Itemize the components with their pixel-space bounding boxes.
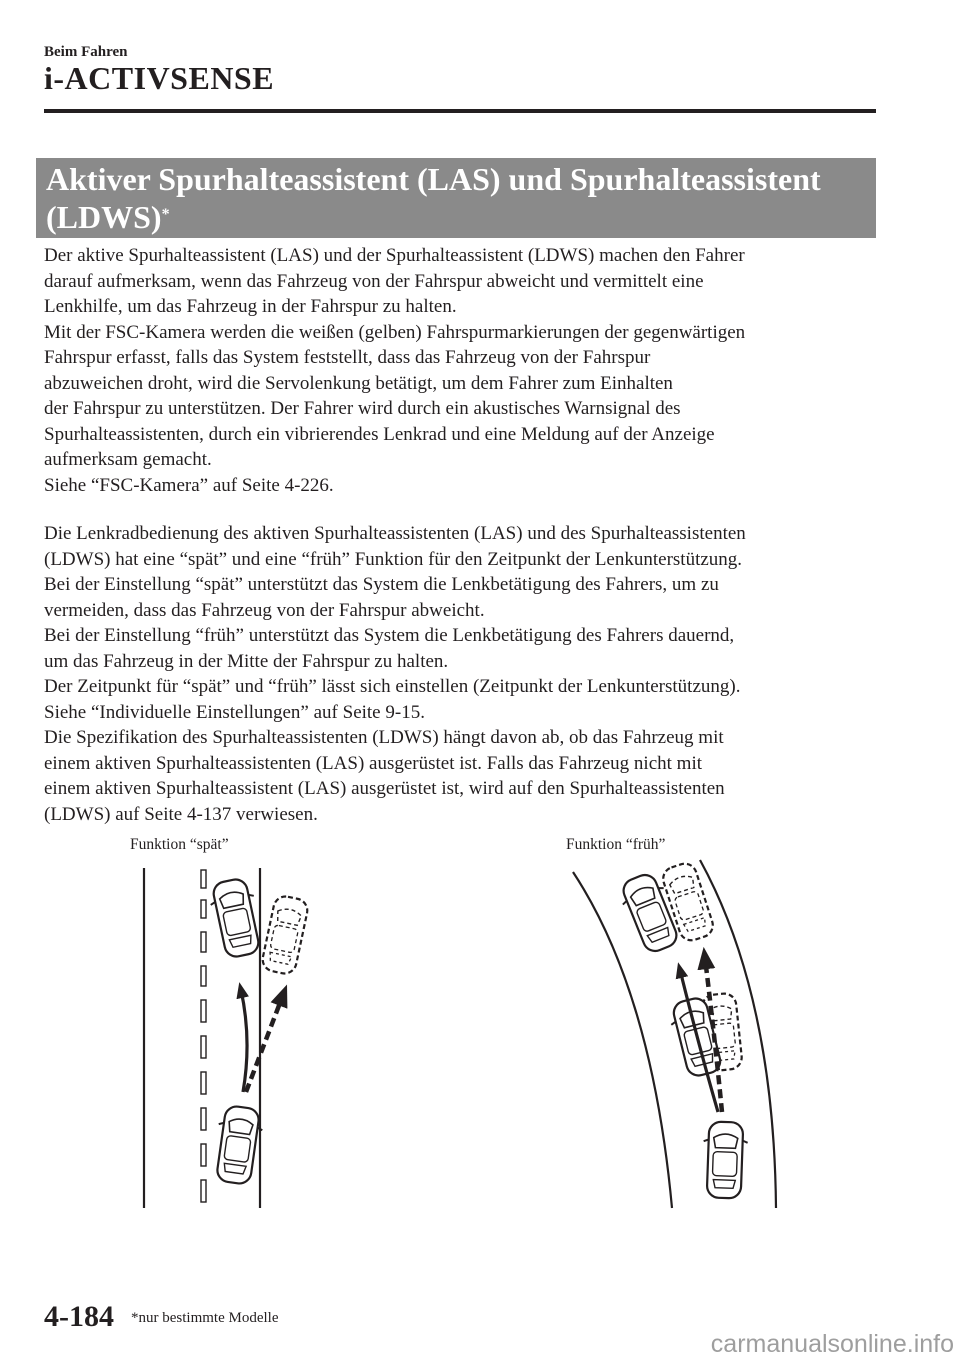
corrected-car — [207, 876, 266, 959]
text-line: Siehe “FSC-Kamera” auf Seite 4-226. — [44, 474, 334, 496]
footnote: *nur bestimmte Modelle — [131, 1310, 279, 1326]
text-line: Lenkhilfe, um das Fahrzeug in der Fahrspur zu halten. — [44, 296, 457, 317]
text-line: Bei der Einstellung “früh” unterstützt das System die Lenkbetätigung des Fahrers dauernd, — [44, 625, 735, 646]
text-line: der Fahrspur zu unterstützen. Der Fahrer wird durch ein akustisches Warnsignal des — [44, 398, 681, 419]
text-line: Die Lenkradbedienung des aktiven Spurhalteassistenten (LAS) und des Spurhalteassistenten — [44, 523, 746, 544]
chapter-title: i-ACTIVSENSE — [44, 60, 275, 96]
text-line: einem aktiven Spurhalteassistent (LAS) ausgerüstet ist, wird auf den Spurhalteassistenten — [44, 778, 725, 799]
optional-marker: * — [161, 206, 170, 223]
text-line: Der Zeitpunkt für “spät” und “früh” lässt sich einstellen (Zeitpunkt der Lenkunterstützung). — [44, 676, 741, 697]
text-line: einem aktiven Spurhalteassistenten (LAS) ausgerüstet ist. Falls das Fahrzeug nicht mit — [44, 752, 703, 774]
timing-paragraph — [44, 521, 884, 827]
early-scene — [573, 860, 776, 1208]
text-line: Der aktive Spurhalteassistent (LAS) und der Spurhalteassistent (LDWS) machen den Fahrer — [44, 245, 745, 266]
center-lane-markings — [201, 870, 206, 1202]
late-function-label: Funktion “spät” — [130, 836, 229, 853]
text-line: um das Fahrzeug in der Mitte der Fahrspur zu halten. — [44, 650, 449, 672]
text-line: Siehe “Individuelle Einstellungen” auf Seite 9-15. — [44, 701, 425, 723]
text-line: aufmerksam gemacht. — [44, 449, 212, 470]
watermark-text: carmanualsonline.info — [710, 1330, 954, 1358]
section-label: Beim Fahren — [44, 44, 128, 60]
text-line: Mit der FSC-Kamera werden die weißen (gelben) Fahrspurmarkierungen der gegenwärtigen — [44, 321, 746, 343]
lane-assist-illustration — [0, 830, 960, 1220]
section-heading — [36, 158, 876, 238]
text-line: Spurhalteassistenten, durch ein vibrierendes Lenkrad und eine Meldung auf der Anzeige — [44, 423, 715, 445]
text-line: vermeiden, dass das Fahrzeug von der Fahrspur abweicht. — [44, 599, 485, 621]
section-heading-line2-wrap — [46, 198, 866, 236]
page-number: 4-184 — [44, 1300, 114, 1333]
early-function-label: Funktion “früh” — [566, 836, 666, 853]
text-line: (LDWS) hat eine “spät” und eine “früh” Funktion für den Zeitpunkt der Lenkunterstützung. — [44, 548, 743, 570]
header-rule — [44, 109, 876, 113]
text-line: Fahrspur erfasst, falls das System feststellt, dass das Fahrzeug von der Fahrspur — [44, 347, 651, 368]
section-heading-line2: (LDWS) — [46, 199, 162, 235]
text-line: (LDWS) auf Seite 4-137 verwiesen. — [44, 803, 318, 825]
late-scene — [144, 868, 310, 1208]
intro-paragraph — [44, 243, 884, 498]
text-line: abzuweichen droht, wird die Servolenkung betätigt, um dem Fahrer zum Einhalten — [44, 372, 673, 394]
section-heading-line1: Aktiver Spurhalteassistent (LAS) und Spurhalteassistent — [46, 161, 821, 197]
predicted-car-outline — [260, 894, 309, 975]
text-line: darauf aufmerksam, wenn das Fahrzeug von der Fahrspur abweicht und vermittelt eine — [44, 270, 704, 292]
early-start-car — [702, 1121, 749, 1198]
text-line: Bei der Einstellung “spät” unterstützt das System die Lenkbetätigung des Fahrers, um zu — [44, 574, 719, 595]
drift-path-arrow — [246, 995, 283, 1092]
text-line: Die Spezifikation des Spurhalteassistenten (LDWS) hängt davon ab, ob das Fahrzeug mit — [44, 727, 724, 748]
assisted-path-arrow — [241, 990, 247, 1092]
start-car — [211, 1104, 265, 1185]
